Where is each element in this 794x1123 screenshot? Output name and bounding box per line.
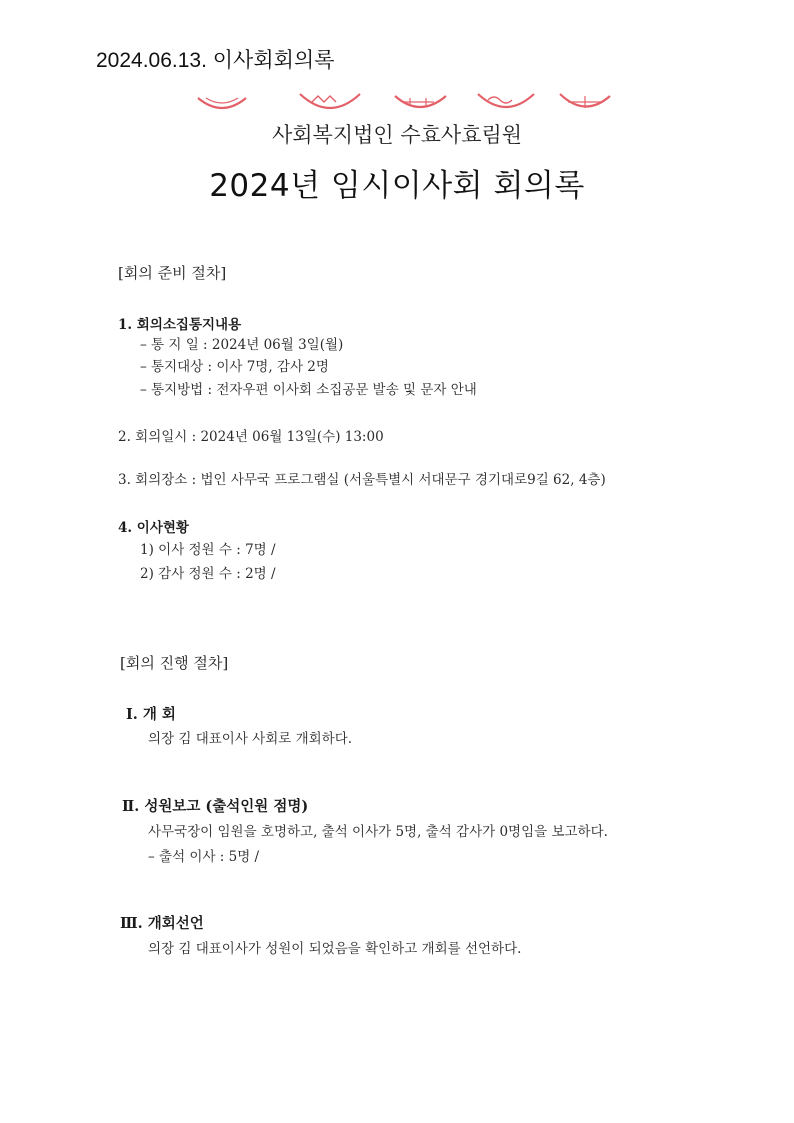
section-quorum-body: 사무국장이 임원을 호명하고, 출석 이사가 5명, 출석 감사가 0명임을 보고하다. bbox=[148, 824, 608, 840]
notice-date: – 통 지 일 : 2024년 06월 3일(월) bbox=[140, 337, 344, 353]
section-declaration-body: 의장 김 대표이사가 성원이 되었음을 확인하고 개회를 선언하다. bbox=[148, 941, 522, 957]
notice-method: – 통지방법 : 전자우편 이사회 소집공문 발송 및 문자 안내 bbox=[140, 382, 477, 398]
section-opening-title: Ⅰ. 개 회 bbox=[126, 706, 176, 723]
director-status-title: 4. 이사현황 bbox=[118, 520, 189, 536]
seal-stamp-4 bbox=[478, 94, 534, 107]
document-label: 2024.06.13. 이사회회의록 bbox=[96, 49, 335, 72]
document-title: 2024년 임시이사회 회의록 bbox=[209, 168, 585, 204]
section-quorum-attendance: – 출석 이사 : 5명 / bbox=[148, 849, 260, 865]
section-opening-body: 의장 김 대표이사 사회로 개회하다. bbox=[148, 731, 353, 747]
section-quorum-title: Ⅱ. 성원보고 (출석인원 점명) bbox=[122, 798, 309, 815]
notice-target: – 통지대상 : 이사 7명, 감사 2명 bbox=[140, 359, 329, 375]
organization-name: 사회복지법인 수효사효림원 bbox=[271, 123, 523, 147]
prep-heading: [회의 준비 절차] bbox=[118, 264, 227, 282]
meeting-place: 3. 회의장소 : 법인 사무국 프로그램실 (서울특별시 서대문구 경기대로9길 62, 4층) bbox=[118, 472, 606, 488]
director-count: 1) 이사 정원 수 : 7명 / bbox=[140, 542, 276, 558]
seal-stamps bbox=[0, 84, 794, 124]
meeting-datetime: 2. 회의일시 : 2024년 06월 13일(수) 13:00 bbox=[118, 429, 384, 445]
proc-heading: [회의 진행 절차] bbox=[120, 654, 229, 672]
auditor-count: 2) 감사 정원 수 : 2명 / bbox=[140, 566, 276, 582]
section-declaration-title: Ⅲ. 개회선언 bbox=[120, 915, 204, 932]
notice-content-title: 1. 회의소집통지내용 bbox=[118, 317, 242, 333]
